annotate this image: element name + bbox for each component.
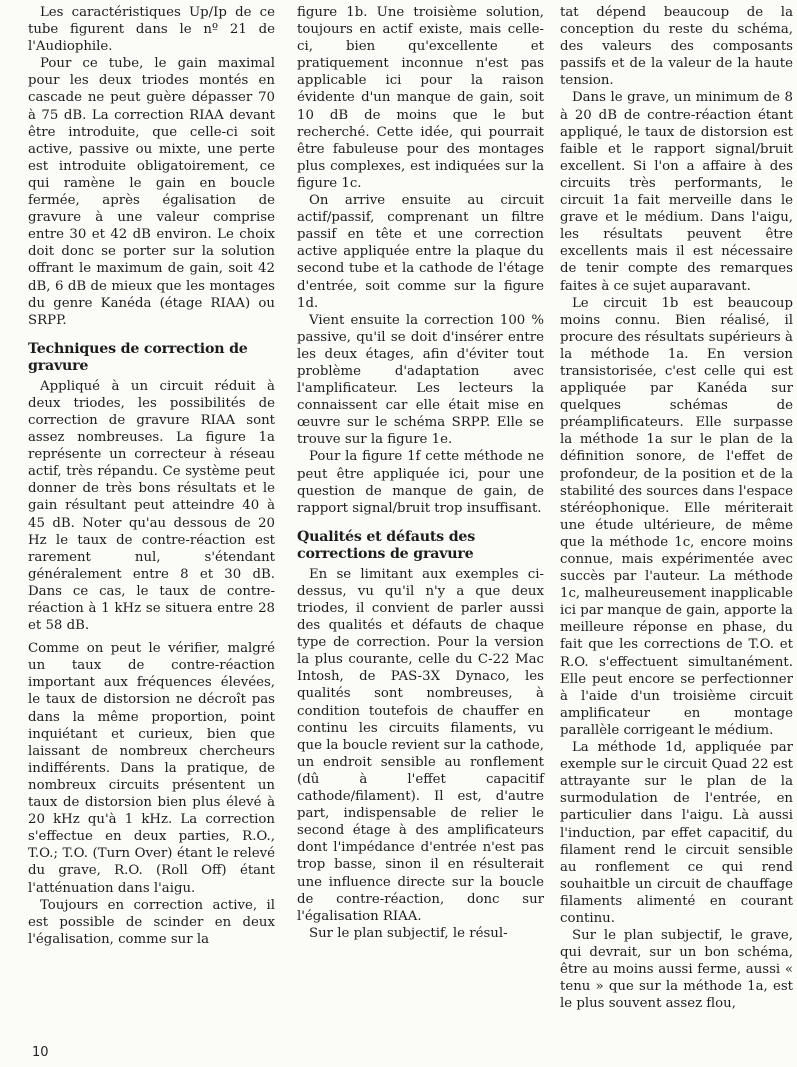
paragraph: Vient ensuite la correction 100 % passive, qu'il se doit d'insérer entre les deux étages, afin d'éviter tout problème d'adaptation avec l'amplificateur. Les lecteurs la connaissent car elle était mise en œuvre sur le schéma SRPP. Elle se trouve sur la figure 1e.: [297, 312, 544, 448]
text-column-3: [560, 4, 793, 1013]
paragraph: Dans le grave, un minimum de 8 à 20 dB de contre-réaction étant appliqué, le taux de distorsion est faible et le rapport signal/bruit excellent. Si l'on a affaire à des circuits très performants, le circuit 1a fait merveille dans le grave et le médium. Dans l'aigu, les résultats peuvent être excellents mais il est nécessaire de tenir compte des remarques faites à ce sujet auparavant.: [560, 90, 793, 294]
text-column-1: [28, 4, 275, 948]
paragraph: La méthode 1d, appliquée par exemple sur le circuit Quad 22 est attrayante sur le plan de la surmodulation de l'entrée, en particulier dans l'aigu. Là aussi l'induction, par effet capacitif, du filament rend le circuit sensible au ronflement ce qui rend souhaitble un circuit de chauffage filaments alimenté en courant continu.: [560, 740, 793, 926]
paragraph: tat dépend beaucoup de la conception du reste du schéma, des valeurs des composants passifs et de la valeur de la haute tension.: [560, 5, 793, 89]
paragraph: On arrive ensuite au circuit actif/passif, comprenant un filtre passif en tête et une correction active appliquée entre la plaque du second tube et la cathode de l'étage d'entrée, soit comme sur la figure 1d.: [297, 193, 544, 311]
paragraph: Appliqué à un circuit réduit à deux triodes, les possibilités de correction de gravure RIAA sont assez nombreuses. La figure 1a représente un correcteur à réseau actif, très répandu. Ce système peut donner de très bons résultats et le gain résultant peut atteindre 40 à 45 dB. Noter qu'au dessous de 20 Hz le taux de contre-réaction est rarement nul, s'étendant généralement entre 8 et 30 dB. Dans ce cas, le taux de contre-réaction à 1 kHz se situera entre 28 et 58 dB.: [28, 378, 275, 634]
page-number: 10: [32, 1045, 49, 1060]
paragraph: Pour la figure 1f cette méthode ne peut être appliquée ici, pour une question de manque de gain, de rapport signal/bruit trop insuffisant.: [297, 449, 544, 516]
paragraph: figure 1b. Une troisième solution, toujours en actif existe, mais celle-ci, bien qu'excellente et pratiquement inconnue n'est pas applicable ici pour la raison évidente d'un manque de gain, soit 10 dB de moins que le but recherché. Cette idée, qui pourrait être fabuleuse pour des montages plus complexes, est indiquées sur la figure 1c.: [297, 5, 544, 191]
paragraph: Les caractéristiques Up/Ip de ce tube figurent dans le nº 21 de l'Audiophile.: [28, 5, 275, 55]
paragraph: Sur le plan subjectif, le grave, qui devrait, sur un bon schéma, être au moins aussi ferme, aussi « tenu » que sur la méthode 1a, est le plus souvent assez flou,: [560, 928, 793, 1012]
paragraph: Sur le plan subjectif, le résul-: [308, 925, 508, 941]
section-heading: Techniques de correction de gravure: [28, 340, 248, 374]
paragraph: Comme on peut le vérifier, malgré un taux de contre-réaction important aux fréquences élevées, le taux de distorsion ne décroît pas dans la même proportion, point inquiétant et curieux, bien que laissant de nombreux chercheurs indifférents. Dans la pratique, de nombreux circuits présentent un taux de distorsion bien plus élevé à 20 kHz qu'à 1 kHz. La correction s'effectue en deux parties, R.O., T.O.; T.O. (Turn Over) étant le relevé du grave, R.O. (Roll Off) étant l'atténuation dans l'aigu.: [28, 641, 275, 896]
text-column-2: [297, 4, 544, 942]
paragraph: Le circuit 1b est beaucoup moins connu. Bien réalisé, il procure des résultats supérieurs à la méthode 1a. En version transistorisée, c'est celle qui est appliquée par Kanéda sur quelques schémas de préamplificateurs. Elle surpasse la méthode 1a sur le plan de la définition sonore, de l'effet de profondeur, de la position et de la stabilité des sources dans l'espace stéréophonique. Elle mériterait une étude ultérieure, de même que la méthode 1c, encore moins connue, mais expérimentée avec succès par l'auteur. La méthode 1c, malheureusement inapplicable ici par manque de gain, apporte la meilleure réponse en phase, du fait que les corrections de T.O. et R.O. s'effectuent simultanément. Elle peut encore se perfectionner à l'aide d'un troisième circuit amplificateur en montage parallèle corrigeant le médium.: [560, 295, 793, 738]
paragraph: Toujours en correction active, il est possible de scinder en deux l'égalisation, comme sur la: [28, 897, 275, 947]
paragraph: En se limitant aux exemples ci-dessus, vu qu'il n'y a que deux triodes, il convient de parler aussi des qualités et défauts de chaque type de correction. Pour la version la plus courante, celle du C-22 Mac Intosh, de PAS-3X Dynaco, les qualités sont nombreuses, à condition toutefois de chauffer en continu les circuits filaments, vu que la boucle revient sur la cathode, un endroit sensible au ronflement (dû à l'effet capacitif cathode/filament). Il est, d'autre part, indispensable de relier le second étage à des amplificateurs dont l'impédance d'entrée n'est pas trop basse, sinon il en résulterait une influence directe sur la boucle de contre-réaction, donc sur l'égalisation RIAA.: [297, 566, 544, 924]
paragraph: Pour ce tube, le gain maximal pour les deux triodes montés en cascade ne peut guère dépasser 70 à 75 dB. La correction RIAA devant être introduite, que celle-ci soit active, passive ou mixte, une perte est introduite obligatoirement, ce qui ramène le gain en boucle fermée, après égalisation de gravure à une valeur comprise entre 30 et 42 dB environ. Le choix doit donc se porter sur la solution offrant le maximum de gain, soit 42 dB, 6 dB de mieux que les montages du genre Kanéda (étage RIAA) ou SRPP.: [28, 56, 275, 328]
section-heading: Qualités et défauts des corrections de gravure: [297, 528, 476, 562]
